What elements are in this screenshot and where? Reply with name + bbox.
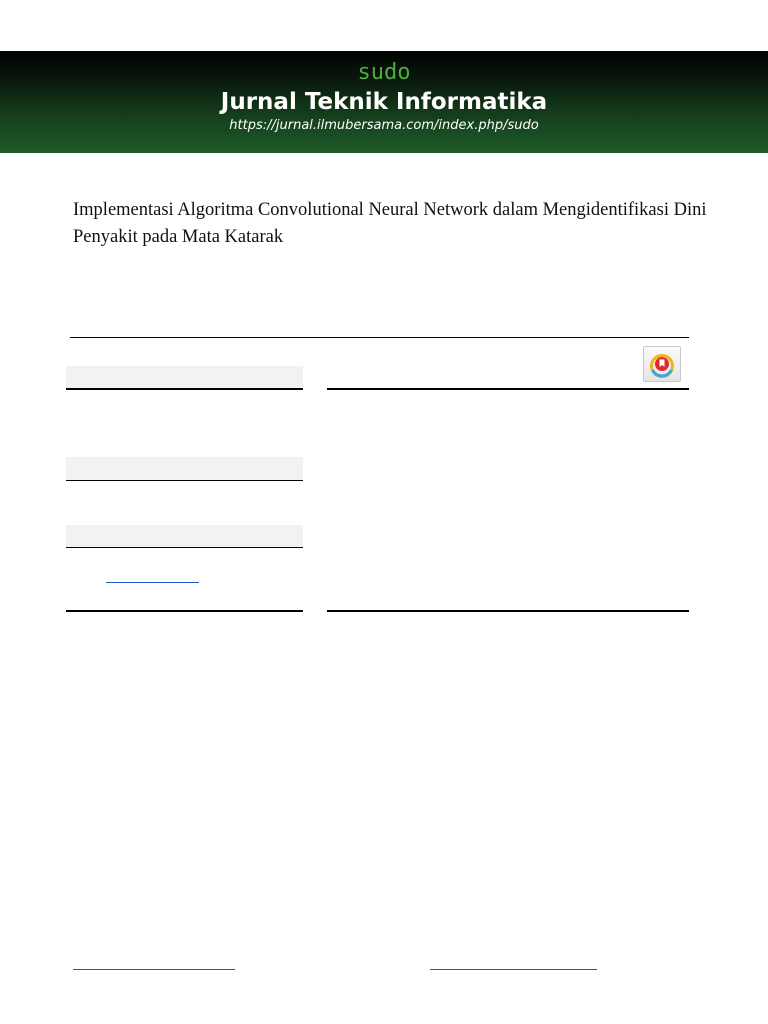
journal-name: Jurnal Teknik Informatika <box>220 89 548 115</box>
journal-banner <box>0 51 768 153</box>
footer-doi-link[interactable] <box>430 969 597 970</box>
article-title: Implementasi Algoritma Convolutional Neural Network dalam Mengidentifikasi Dini Penyakit pada Mata Katarak <box>73 200 707 247</box>
abstract-bottom-rule <box>327 610 689 612</box>
correspondence-header <box>66 525 303 547</box>
footer-license-link[interactable] <box>73 969 235 970</box>
abstract-divider <box>327 388 689 390</box>
keywords-divider <box>66 480 303 481</box>
journal-brand: sudo <box>357 60 411 85</box>
email-link[interactable] <box>106 582 199 583</box>
keywords-header <box>66 457 303 480</box>
article-info-header <box>66 366 303 388</box>
title-divider <box>70 337 689 338</box>
article-info-bottom-rule <box>66 610 303 612</box>
journal-url[interactable]: https://jurnal.ilmubersama.com/index.php/sudo <box>229 118 539 133</box>
article-info-divider <box>66 388 303 390</box>
correspondence-divider <box>66 547 303 548</box>
crossmark-button[interactable] <box>643 346 681 382</box>
crossmark-icon <box>649 351 675 379</box>
